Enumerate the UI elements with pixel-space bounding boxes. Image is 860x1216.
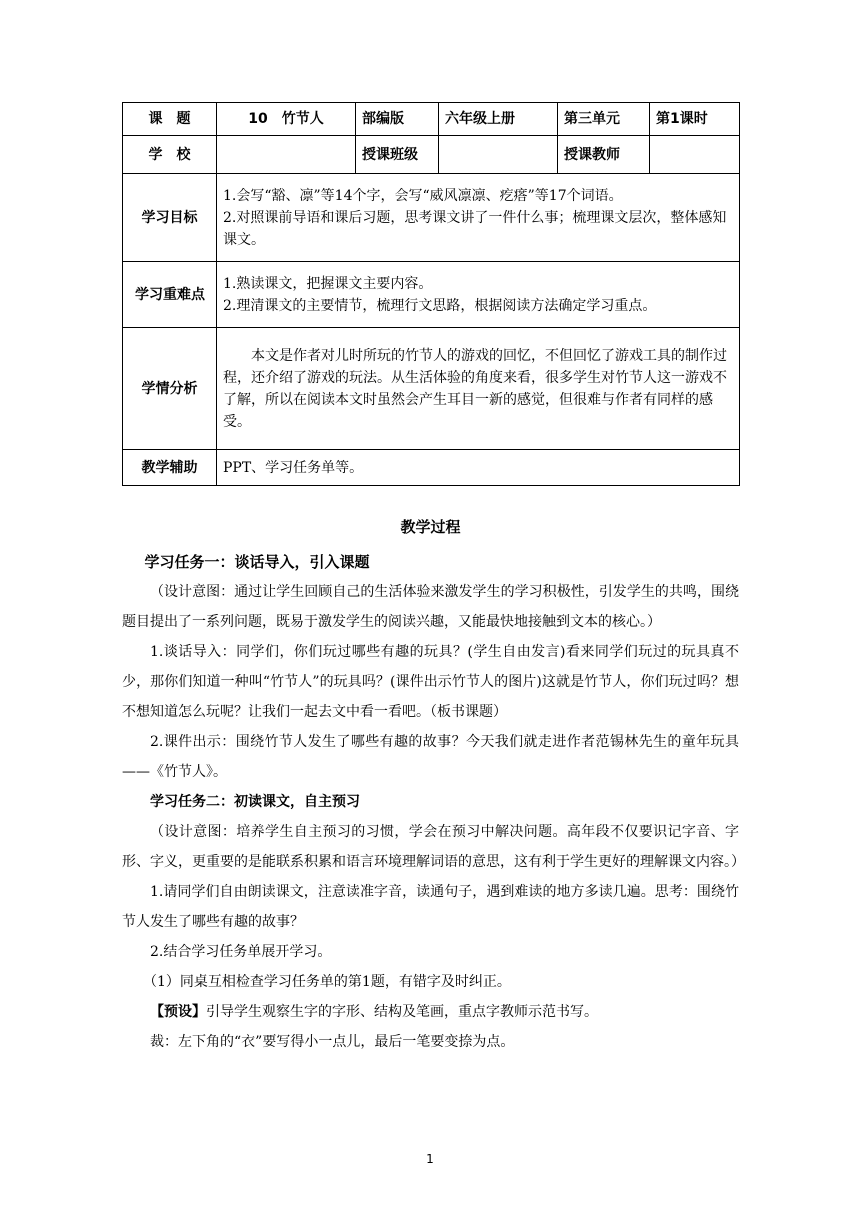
analysis-content bbox=[217, 328, 740, 450]
edition-cell: 部编版 bbox=[356, 103, 439, 136]
label-teacher: 授课教师 bbox=[558, 136, 650, 174]
label-ke-ti: 课 题 bbox=[123, 103, 217, 136]
preset-mark: 【预设】 bbox=[150, 1004, 206, 1020]
teacher-value bbox=[650, 136, 740, 174]
label-analysis: 学情分析 bbox=[123, 328, 217, 450]
table-row-aids bbox=[123, 450, 740, 486]
label-goals: 学习目标 bbox=[123, 174, 217, 262]
task2-paragraph-1: 1.请同学们自由朗读课文，注意读准字音，读通句子，遇到难读的地方多读几遍。思考：围绕竹节人发生了哪些有趣的故事？ bbox=[122, 884, 739, 930]
task2-intent: （设计意图：培养学生自主预习的习惯，学会在预习中解决问题。高年段不仅要识记字音、字形、字义，更重要的是能联系积累和语言环境理解词语的意思，这有利于学生更好的理解课文内容。） bbox=[122, 824, 745, 870]
goal-item: 1.会写“豁、凛”等14个字，会写“威风凛凛、疙瘩”等17个词语。 bbox=[223, 187, 623, 204]
table-row-title bbox=[123, 103, 740, 136]
page-number: 1 bbox=[426, 1152, 434, 1166]
table-row-school bbox=[123, 136, 740, 174]
lesson-name: 10 竹节人 bbox=[217, 103, 356, 136]
unit-cell: 第三单元 bbox=[558, 103, 650, 136]
task2-preset bbox=[122, 997, 739, 1027]
label-class: 授课班级 bbox=[356, 136, 439, 174]
task1-paragraph-1: 1.谈话导入：同学们，你们玩过哪些有趣的玩具？(学生自由发言)看来同学们玩过的玩具真不少，那你们知道一种叫“竹节人”的玩具吗？(课件出示竹节人的图片)这就是竹节人，你们玩过吗？想不想知道怎么玩呢？让我们一起去文中看一看吧。（板书课题） bbox=[122, 644, 739, 720]
aids-content: PPT、学习任务单等。 bbox=[217, 450, 740, 486]
preset-text: 引导学生观察生字的字形、结构及笔画，重点字教师示范书写。 bbox=[206, 1004, 598, 1020]
process-body bbox=[122, 547, 745, 1057]
lesson-info-table bbox=[122, 102, 740, 486]
goal-item: 2.对照课前导语和课后习题，思考课文讲了一件什么事；梳理课文层次，整体感知课文。 bbox=[223, 209, 727, 248]
difficulty-content bbox=[217, 262, 740, 328]
goals-content bbox=[217, 174, 740, 262]
table-row-analysis bbox=[123, 328, 740, 450]
task2-paragraph-2: 2.结合学习任务单展开学习。 bbox=[150, 944, 332, 960]
task1-paragraph-2: 2.课件出示：围绕竹节人发生了哪些有趣的故事？今天我们就走进作者范锡林先生的童年玩具——《竹节人》。 bbox=[122, 734, 739, 780]
label-school: 学 校 bbox=[123, 136, 217, 174]
grade-cell: 六年级上册 bbox=[439, 103, 558, 136]
task2-paragraph-4: 裁：左下角的“衣”要写得小一点儿，最后一笔要变捺为点。 bbox=[150, 1034, 515, 1050]
difficulty-item: 2.理清课文的主要情节，梳理行文思路，根据阅读方法确定学习重点。 bbox=[223, 297, 657, 314]
period-cell: 第1课时 bbox=[650, 103, 740, 136]
analysis-text: 本文是作者对儿时所玩的竹节人的游戏的回忆，不但回忆了游戏工具的制作过程，还介绍了游戏的玩法。从生活体验的角度来看，很多学生对竹节人这一游戏不了解，所以在阅读本文时虽然会产生耳目一新的感觉，但很难与作者有同样的感受。 bbox=[223, 347, 727, 430]
section-title: 教学过程 bbox=[400, 518, 461, 536]
task1-heading: 学习任务一：谈话导入，引入课题 bbox=[144, 553, 370, 571]
task2-heading: 学习任务二：初读课文，自主预习 bbox=[150, 794, 360, 810]
table-row-difficulty bbox=[123, 262, 740, 328]
task1-intent: （设计意图：通过让学生回顾自己的生活体验来激发学生的学习积极性，引发学生的共鸣，围绕题目提出了一系列问题，既易于激发学生的阅读兴趣，又能最快地接触到文本的核心。） bbox=[122, 584, 739, 630]
label-difficulty: 学习重难点 bbox=[123, 262, 217, 328]
difficulty-item: 1.熟读课文，把握课文主要内容。 bbox=[223, 275, 433, 292]
school-value bbox=[217, 136, 356, 174]
table-row-goals bbox=[123, 174, 740, 262]
label-aids: 教学辅助 bbox=[123, 450, 217, 486]
class-value bbox=[439, 136, 558, 174]
task2-paragraph-3: （1）同桌互相检查学习任务单的第1题，有错字及时纠正。 bbox=[143, 974, 511, 990]
